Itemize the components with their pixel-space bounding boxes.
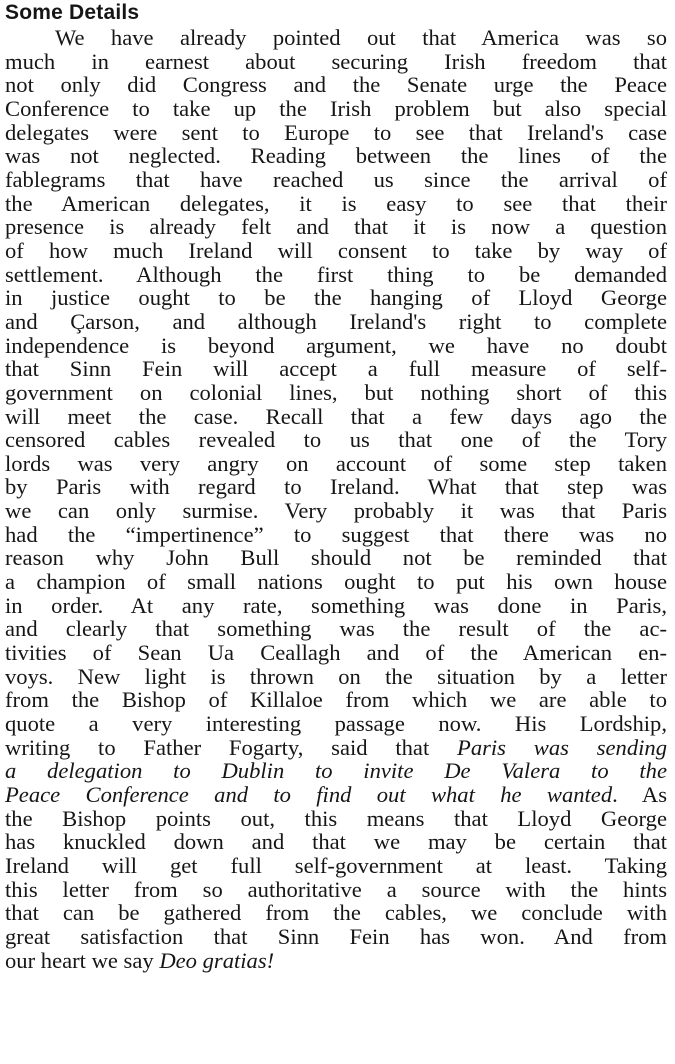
- text-line: [5, 499, 667, 523]
- text-segment: the Bishop points out, this means that Lloyd George: [5, 805, 667, 831]
- text-segment: this letter from so authoritative a source with the hints: [5, 876, 667, 902]
- text-segment: Ireland will get full self-government at least. Taking: [5, 852, 667, 878]
- article-body: [5, 26, 667, 972]
- text-segment: fablegrams that have reached us since the arrival of: [5, 166, 667, 192]
- text-line: [5, 73, 667, 97]
- article-heading: Some Details: [5, 1, 140, 24]
- text-line: [5, 901, 667, 925]
- italic-text: a delegation to Dublin to invite De Valera to the: [5, 758, 667, 784]
- text-segment: presence is already felt and that it is now a question: [5, 214, 667, 240]
- text-segment: of how much Ireland will consent to take by way of: [5, 237, 667, 263]
- text-segment: a champion of small nations ought to put his own house: [5, 569, 667, 595]
- text-segment: settlement. Although the first thing to be demanded: [5, 261, 667, 287]
- text-segment: will meet the case. Recall that a few days ago the: [5, 403, 667, 429]
- text-segment: writing to Father Fogarty, said that: [5, 734, 458, 760]
- text-segment: quote a very interesting passage now. His Lordship,: [5, 711, 667, 737]
- text-line: [5, 215, 667, 239]
- text-line: [5, 310, 667, 334]
- italic-text: Deo gratias!: [159, 947, 275, 973]
- text-line: [5, 452, 667, 476]
- text-segment: . As: [612, 782, 667, 807]
- text-segment: and clearly that something was the result of the ac-: [5, 616, 667, 642]
- text-segment: has knuckled down and that we may be certain that: [5, 829, 667, 855]
- text-segment: that can be gathered from the cables, we conclude with: [5, 900, 667, 926]
- text-segment: we can only surmise. Very probably it was that Paris: [5, 498, 667, 524]
- text-line: [5, 570, 667, 594]
- text-line: [5, 712, 667, 736]
- article: [5, 0, 667, 972]
- text-segment: much in earnest about securing Irish freedom that: [5, 48, 667, 74]
- text-segment: the American delegates, it is easy to see that their: [5, 190, 667, 216]
- italic-text: Paris was sending: [457, 734, 667, 760]
- text-line: [5, 878, 667, 902]
- text-line: [5, 121, 667, 145]
- text-line: [5, 925, 667, 949]
- text-line: [5, 594, 667, 618]
- text-line: [5, 168, 667, 192]
- text-line: [5, 286, 667, 310]
- text-line: [5, 357, 667, 381]
- text-segment: Conference to take up the Irish problem but also special: [5, 95, 667, 121]
- text-line: [5, 759, 667, 783]
- text-line: [5, 736, 667, 760]
- text-line: [5, 26, 667, 50]
- text-segment: had the “impertinence” to suggest that there was no: [5, 521, 667, 547]
- text-line: [5, 239, 667, 263]
- text-line: [5, 807, 667, 831]
- text-segment: government on colonial lines, but nothing short of this: [5, 379, 667, 405]
- italic-text: Peace Conference and to find out what he wanted: [5, 782, 613, 807]
- text-line: [5, 641, 667, 665]
- text-segment: delegates were sent to Europe to see that Ireland's case: [5, 119, 667, 145]
- text-line: [5, 949, 667, 973]
- text-line: [5, 830, 667, 854]
- text-line: [5, 688, 667, 712]
- text-line: [5, 617, 667, 641]
- text-line: [5, 50, 667, 74]
- text-segment: censored cables revealed to us that one of the Tory: [5, 427, 667, 453]
- text-segment: voys. New light is thrown on the situation by a letter: [5, 663, 667, 689]
- text-line: [5, 523, 667, 547]
- text-segment: from the Bishop of Killaloe from which we are able to: [5, 687, 667, 713]
- text-segment: reason why John Bull should not be reminded that: [5, 545, 667, 571]
- text-line: [5, 783, 667, 807]
- text-line: [5, 192, 667, 216]
- text-line: [5, 405, 667, 429]
- text-line: [5, 854, 667, 878]
- text-line: [5, 144, 667, 168]
- text-line: [5, 97, 667, 121]
- text-segment: in order. At any rate, something was done in Paris,: [5, 592, 667, 618]
- text-segment: lords was very angry on account of some step taken: [5, 450, 667, 476]
- text-segment: in justice ought to be the hanging of Lloyd George: [5, 285, 667, 311]
- text-segment: We have already pointed out that America was so: [55, 25, 667, 50]
- text-line: [5, 334, 667, 358]
- text-segment: by Paris with regard to Ireland. What that step was: [5, 474, 667, 500]
- text-segment: tivities of Sean Ua Ceallagh and of the American en-: [5, 640, 667, 666]
- text-segment: was not neglected. Reading between the lines of the: [5, 143, 667, 169]
- text-segment: and Çarson, and although Ireland's right to complete: [5, 308, 667, 334]
- text-line: [5, 546, 667, 570]
- text-line: [5, 475, 667, 499]
- text-segment: independence is beyond argument, we have no doubt: [5, 332, 667, 358]
- text-segment: great satisfaction that Sinn Fein has won. And from: [5, 923, 667, 949]
- text-line: [5, 665, 667, 689]
- text-segment: not only did Congress and the Senate urge the Peace: [5, 72, 667, 98]
- text-segment: that Sinn Fein will accept a full measure of self-: [5, 356, 667, 382]
- text-line: [5, 263, 667, 287]
- text-line: [5, 428, 667, 452]
- text-line: [5, 381, 667, 405]
- text-segment: our heart we say: [5, 947, 160, 973]
